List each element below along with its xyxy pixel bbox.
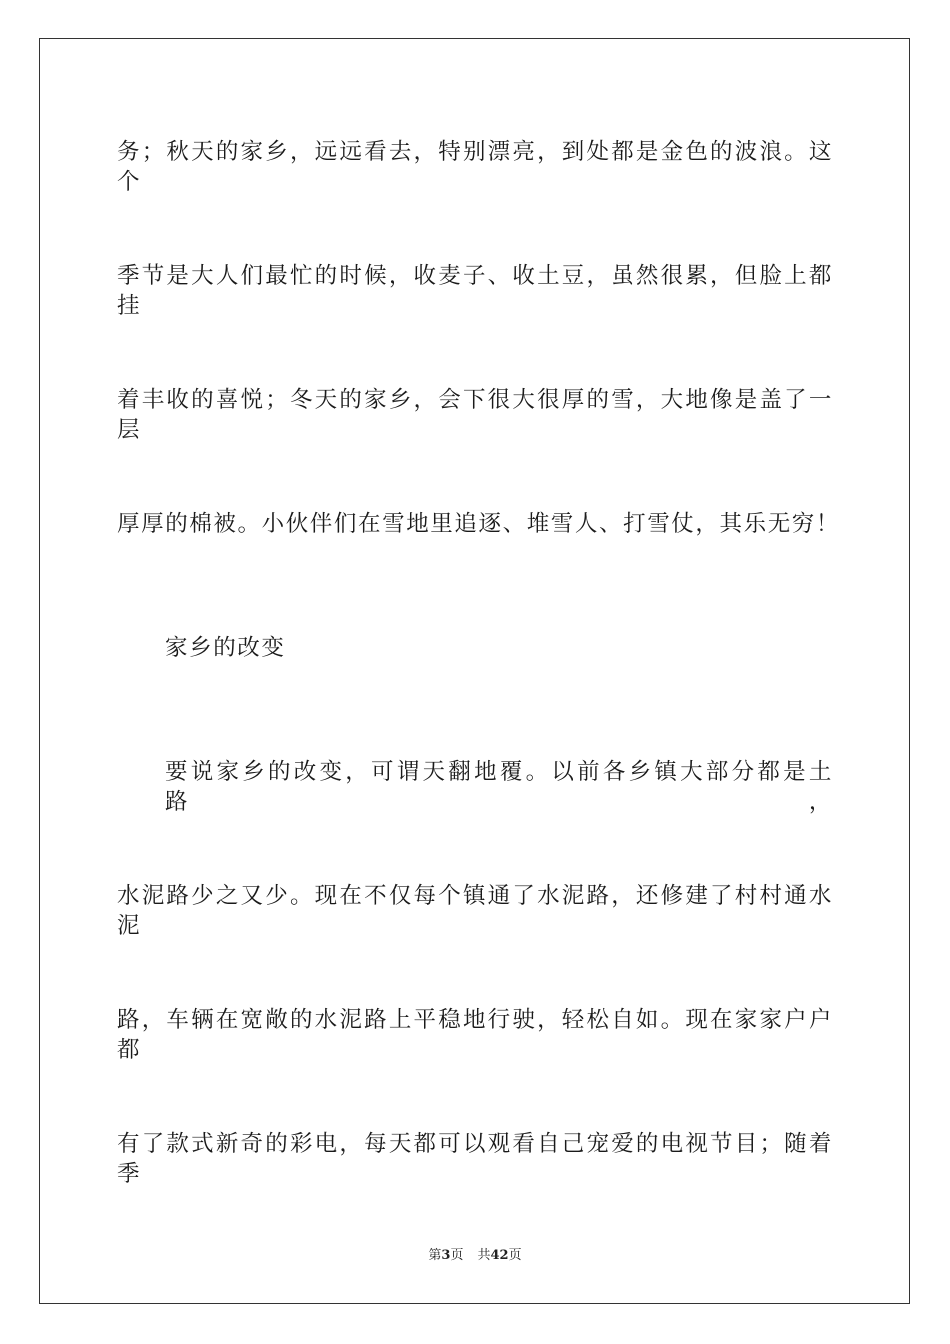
body-text-line: 厚厚的棉被。小伙伴们在雪地里追逐、堆雪人、打雪仗，其乐无穷！	[117, 511, 841, 537]
body-text-line: 有了款式新奇的彩电，每天都可以观看自己宠爱的电视节目；随着季	[117, 1131, 833, 1187]
page-footer	[0, 1247, 950, 1265]
body-text-line: 路，车辆在宽敞的水泥路上平稳地行驶，轻松自如。现在家家户户都	[117, 1007, 833, 1063]
body-text-line: 水泥路少之又少。现在不仅每个镇通了水泥路，还修建了村村通水泥	[117, 883, 833, 939]
body-text-line: 要说家乡的改变，可谓天翻地覆。以前各乡镇大部分都是土路，	[165, 759, 833, 815]
total-suffix: 页	[508, 1248, 522, 1263]
page-number: 3	[441, 1248, 451, 1263]
total-prefix: 共	[477, 1248, 491, 1263]
page-border	[39, 38, 910, 1304]
page-prefix: 第	[428, 1248, 442, 1263]
total-pages: 42	[490, 1248, 509, 1263]
body-text-line: 季节是大人们最忙的时候，收麦子、收土豆，虽然很累，但脸上都挂	[117, 263, 833, 319]
body-text-line: 着丰收的喜悦；冬天的家乡，会下很大很厚的雪，大地像是盖了一层	[117, 387, 833, 443]
section-heading: 家乡的改变	[165, 635, 286, 661]
body-text-line: 务；秋天的家乡，远远看去，特别漂亮，到处都是金色的波浪。这个	[117, 139, 833, 195]
page-suffix: 页	[450, 1248, 464, 1263]
